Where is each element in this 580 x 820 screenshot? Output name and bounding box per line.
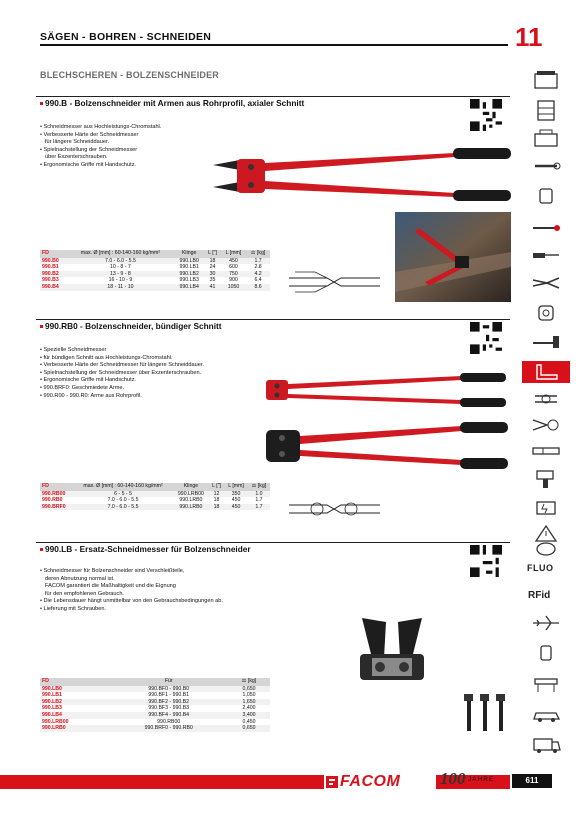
cell: 990.B4 [40, 284, 67, 291]
fluo-label[interactable]: FLUO [527, 563, 554, 573]
column-header: ⚖ [kg] [228, 678, 270, 686]
cell: 1050 [221, 284, 246, 291]
column-header: max. Ø [mm] : 60-140-160 kg/mm² [67, 250, 174, 258]
brand-name: FACOM [340, 773, 401, 790]
cell: 600 [229, 264, 238, 271]
tool-cabinet-icon[interactable] [529, 100, 563, 122]
aircraft-icon[interactable] [529, 612, 563, 634]
cell: 8.6 [246, 284, 270, 291]
cell: 990.RB00 [157, 718, 181, 725]
cell: 990.BRF0 [40, 504, 73, 511]
lanyard-icon[interactable] [529, 538, 563, 560]
header-rule [40, 44, 508, 46]
table-row [40, 497, 270, 504]
cell: 990.BF0 - 990.B0 [109, 686, 228, 693]
cell: 990.B0 [40, 258, 67, 265]
table-row [40, 692, 270, 699]
cell: 990.LB3 [42, 705, 62, 712]
feature-item: FACOM garantiert die Maßhaltigkeit und die Eignung [45, 583, 176, 590]
cell: 1,050 [242, 692, 256, 699]
cell: 6.4 [254, 277, 262, 284]
cell: 1,650 [228, 699, 270, 706]
table-row [40, 699, 270, 706]
table-row [40, 712, 270, 719]
bolt-cutter-image [262, 420, 512, 472]
tool-case-icon[interactable] [529, 70, 563, 92]
column-header: L ["] [204, 250, 221, 258]
page-header-title: SÄGEN - BOHREN - SCHNEIDEN [40, 31, 212, 43]
cell: 990.LRB0 [173, 504, 209, 511]
cell: 990.B1 [42, 264, 59, 271]
replacement-blades-image [342, 618, 442, 690]
puller-icon[interactable] [529, 674, 563, 696]
cell: 4.2 [246, 271, 270, 278]
section-2-features [40, 347, 204, 400]
column-header: Klinge [173, 483, 209, 491]
cell: 41 [204, 284, 221, 291]
column-header: FD [40, 250, 67, 258]
cell: 16 - 10 - 9 [108, 277, 133, 284]
section-1-spec-table [40, 250, 270, 291]
socket-icon[interactable] [529, 185, 563, 207]
feature-item: • 990.BRF0: Geschmiedete Arme. [40, 385, 204, 393]
crimping-tool-icon[interactable] [529, 414, 563, 436]
table-row [40, 719, 270, 726]
cell: 990.LB4 [40, 712, 109, 719]
jahre-label: JAHRE [468, 776, 495, 783]
cell: 990.LB1 [42, 692, 62, 699]
cell: 450 [231, 497, 241, 504]
cell: 7.0 - 6.0 - 5.5 [107, 497, 139, 504]
cell: 750 [221, 271, 246, 278]
feature-item: • Verbesserte Härte der Schneidmesser [40, 132, 161, 140]
cell: 13 - 9 - 8 [67, 271, 174, 278]
feature-item: • Ergonomische Griffe mit Handschutz. [40, 162, 161, 170]
cell: 1.7 [246, 258, 270, 265]
column-header: L ["] [209, 483, 224, 491]
table-header-row [40, 678, 270, 686]
column-header: FD [40, 678, 109, 686]
section-3-features [40, 568, 223, 614]
cutter-icon[interactable] [529, 388, 563, 410]
table-header-row [40, 483, 270, 491]
cell: 1.7 [255, 497, 263, 504]
screwdriver-icon[interactable] [529, 244, 563, 266]
cell: 1.0 [248, 491, 270, 498]
table-row [40, 686, 270, 693]
section-3-rule [36, 542, 510, 543]
cut-diagram-image [287, 495, 382, 523]
ratchet-icon[interactable] [529, 216, 563, 238]
table-row [40, 504, 270, 511]
cell: 18 - 11 - 10 [67, 284, 174, 291]
feature-item: • Die Lebensdauer hängt unmittelbar von den Gebrauchsbedingungen ab. [40, 598, 223, 606]
cell: 35 [209, 277, 216, 284]
screws-image [460, 692, 510, 744]
feature-item: über Exzenterschrauben. [45, 154, 108, 161]
feature-item: • Spielnachstellung der Schneidmesser über Exzenterschrauben. [40, 370, 204, 378]
feature-item: • Schneidmesser aus Hochleistungs-Chromstahl. [40, 124, 161, 132]
cell: 6 - 5 - 5 [73, 491, 173, 498]
table-row [40, 277, 270, 284]
cell: 18 [204, 258, 221, 265]
feature-item: • Ergonomische Griffe mit Handschutz. [40, 377, 204, 385]
section-1-rule [36, 96, 510, 97]
van-icon[interactable] [529, 734, 563, 756]
table-row [40, 725, 270, 732]
qr-code-icon [470, 545, 502, 577]
cell: 990.RB00 [40, 491, 73, 498]
qr-code-icon [470, 99, 502, 131]
cell: 990.BF4 - 990.B4 [109, 712, 228, 719]
car-icon[interactable] [529, 704, 563, 726]
cell: 990.BF3 - 990.B3 [148, 705, 190, 712]
anniversary-mark: 100 [440, 769, 466, 788]
cell: 990.B2 [40, 271, 67, 278]
cell: 990.BRF0 - 990.RB0 [109, 725, 228, 732]
feature-item: • 990.R00 - 990.R0: Arme aus Rohrprofil. [40, 393, 204, 401]
usage-photo [395, 212, 511, 302]
cell: 900 [229, 277, 238, 284]
section-3-title: 990.LB - Ersatz-Schneidmesser für Bolzenschneider [40, 544, 251, 554]
cell: 990.BF1 - 990.B1 [148, 692, 190, 699]
pliers-icon[interactable] [529, 272, 563, 294]
cell: 0,650 [228, 686, 270, 693]
drill-icon[interactable] [529, 468, 563, 490]
cut-diagram-image [287, 268, 382, 296]
cell: 990.LRB00 [173, 491, 209, 498]
electrical-icon[interactable] [529, 496, 563, 518]
feature-item: • Verbesserte Härte der Schneidmesser für längere Schneiddauer. [40, 362, 204, 370]
cell: 0,650 [228, 725, 270, 732]
table-row [40, 264, 270, 271]
cell: 2.8 [254, 264, 262, 271]
feature-item: • Spielnachstellung der Schneidmesser [40, 147, 161, 155]
column-header: L [mm] [224, 483, 248, 491]
column-header: max. Ø [mm] : 60-140-160 kg/mm² [73, 483, 173, 491]
bolt-cutter-image [205, 145, 515, 205]
table-header-row [40, 250, 270, 258]
cell: 990.B3 [42, 277, 59, 284]
feature-item: • Lieferung mit Schrauben. [40, 606, 223, 614]
cell: 450 [224, 504, 248, 511]
chapter-number: 11 [515, 22, 543, 52]
section-1-title: 990.B - Bolzenschneider mit Armen aus Rohrprofil, axialer Schnitt [40, 98, 304, 108]
feature-item: für längere Schneiddauer. [45, 139, 110, 146]
cell: 990.RB0 [42, 497, 63, 504]
feature-item: • Schneidmesser für Bolzenschneider sind Verschleißteile, [40, 568, 223, 576]
qr-code-icon [470, 322, 502, 354]
rfid-label[interactable]: RFid [528, 590, 551, 601]
column-header: ⚖ [kg] [246, 250, 270, 258]
cell: 10 - 8 - 7 [110, 264, 131, 271]
cell: 450 [221, 258, 246, 265]
cell: 990.LB1 [179, 264, 199, 271]
section-2-title: 990.RB0 - Bolzenschneider, bündiger Schnitt [40, 321, 222, 331]
cell: 990.LB0 [174, 258, 204, 265]
cell: 990.LB4 [174, 284, 204, 291]
cell: 990.LB3 [179, 277, 199, 284]
cell: 990.LB2 [40, 699, 109, 706]
saw-icon[interactable] [529, 361, 563, 383]
column-header: Für [109, 678, 228, 686]
hammer-icon[interactable] [529, 331, 563, 353]
column-header: ⚖ [kg] [248, 483, 270, 491]
table-row [40, 705, 270, 712]
category-subtitle: BLECHSCHEREN - BOLZENSCHNEIDER [40, 70, 220, 80]
cell: 990.LB0 [40, 686, 109, 693]
facom-logo-icon [326, 774, 338, 790]
cell: 1.7 [248, 504, 270, 511]
section-1-features [40, 124, 161, 170]
cell: 24 [209, 264, 216, 271]
column-header: L [mm] [221, 250, 246, 258]
tape-measure-icon[interactable] [529, 302, 563, 324]
cell: 30 [204, 271, 221, 278]
table-row [40, 271, 270, 278]
cell: 990.LRB0 [179, 497, 203, 504]
cell: 990.LRB00 [42, 718, 69, 725]
feature-item: • für bündigen Schnitt aus Hochleistungs-Chromstahl. [40, 355, 204, 363]
toolbox-icon[interactable] [529, 128, 563, 150]
bolt-cutter-image [262, 372, 510, 408]
cell: 18 [209, 504, 224, 511]
wrench-icon[interactable] [529, 155, 563, 177]
cell: 12 [209, 491, 224, 498]
punch-icon[interactable] [529, 440, 563, 462]
cell: 990.LRB0 [40, 725, 109, 732]
feature-item: für den empfohlenen Gebrauch. [45, 590, 124, 597]
section-3-spec-table [40, 678, 270, 732]
cell: 7.0 - 6.0 - 5.5 [73, 504, 173, 511]
cell: 18 [213, 497, 220, 504]
column-header: FD [40, 483, 73, 491]
feature-item: deren Abnutzung normal ist. [45, 575, 115, 582]
table-row [40, 284, 270, 291]
cell: 7.0 - 6.0 - 5.5 [67, 258, 174, 265]
cell: 3,400 [228, 712, 270, 719]
cell: 2,400 [242, 705, 256, 712]
section-2-rule [36, 319, 510, 320]
cell: 990.LB2 [174, 271, 204, 278]
oil-can-icon[interactable] [529, 642, 563, 664]
page-number: 611 [512, 774, 552, 788]
cell: 350 [224, 491, 248, 498]
cell: 990.BF2 - 990.B2 [109, 699, 228, 706]
table-row [40, 491, 270, 498]
column-header: Klinge [174, 250, 204, 258]
section-2-spec-table [40, 483, 270, 510]
table-row [40, 258, 270, 265]
feature-item: • Spezielle Schneidmesser [40, 347, 204, 355]
cell: 0,450 [242, 718, 256, 725]
